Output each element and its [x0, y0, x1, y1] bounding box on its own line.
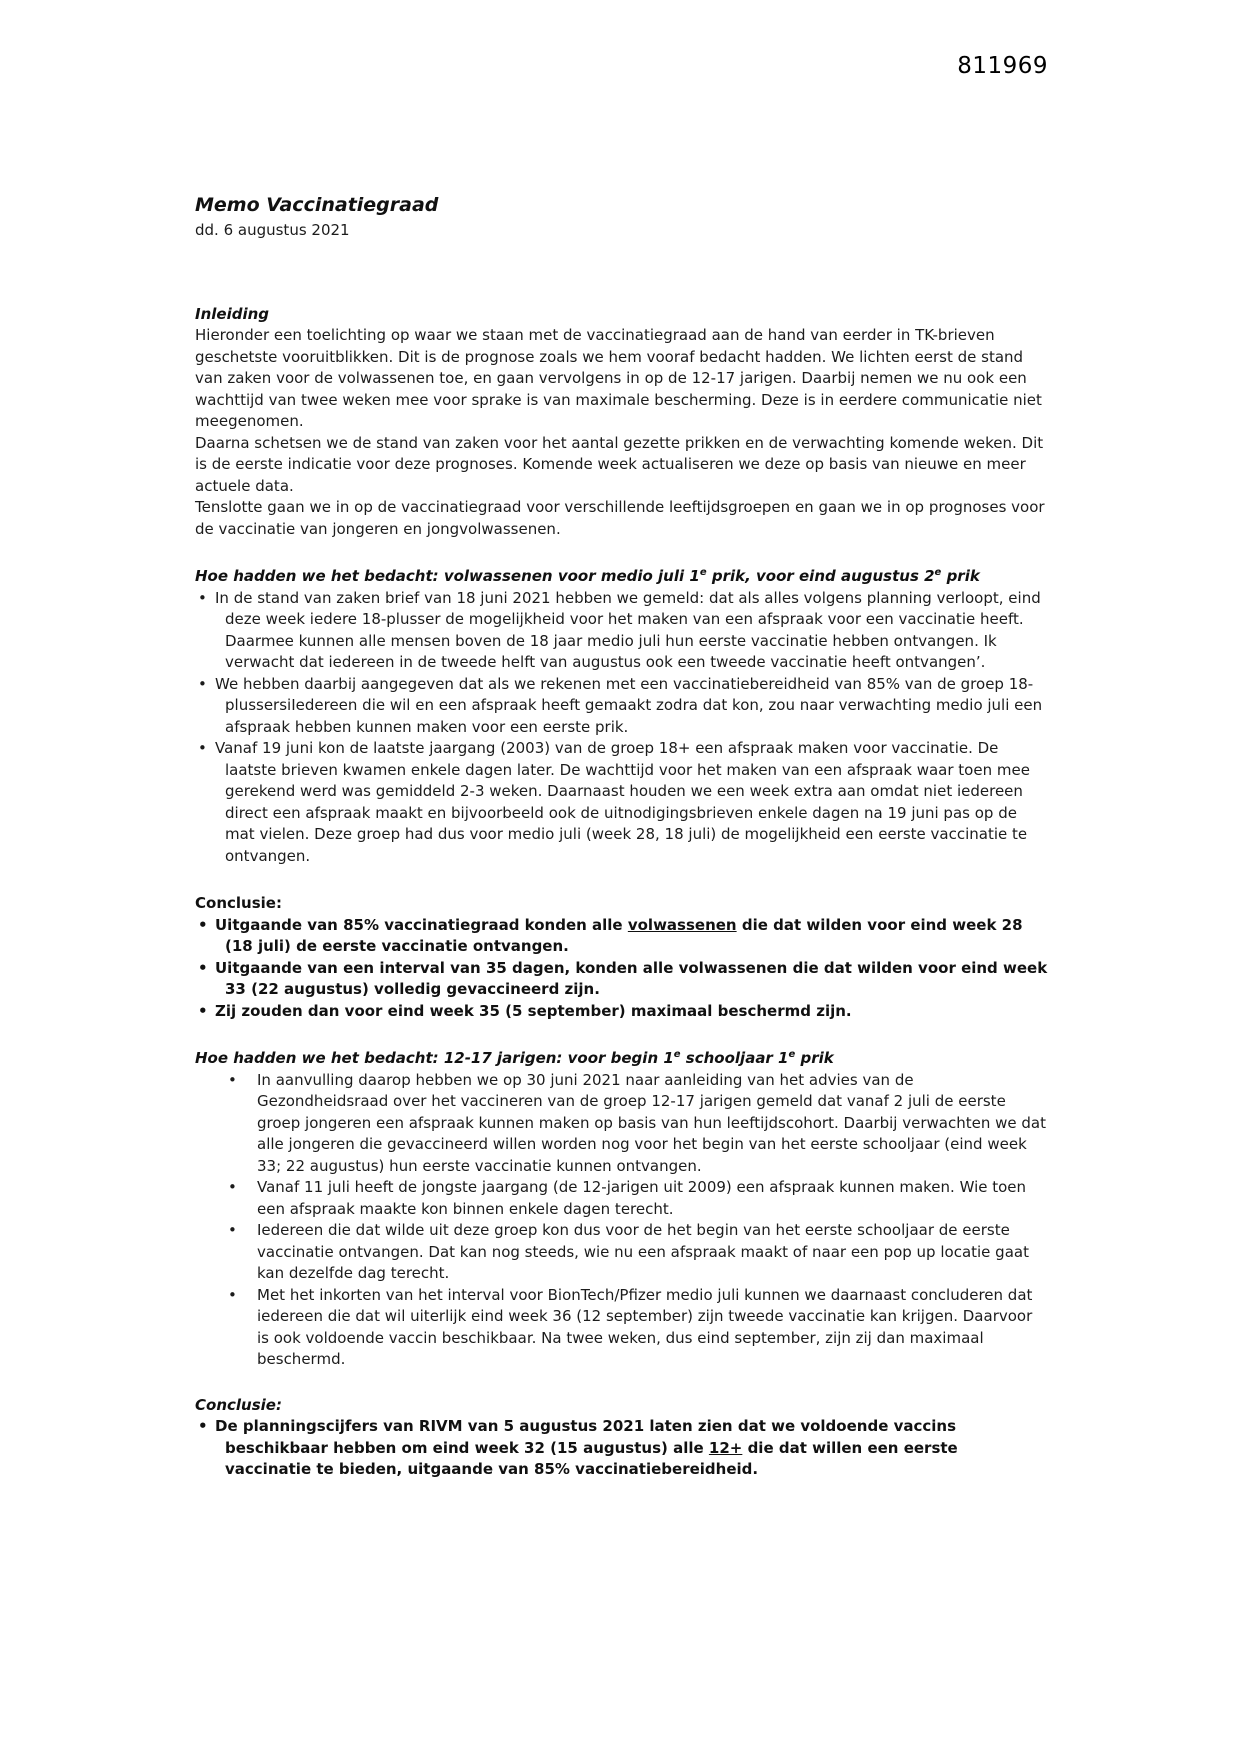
memo-body: [195, 304, 1048, 1481]
superscript-e: e: [934, 567, 942, 578]
conclusion-bullet-item: [195, 1416, 1048, 1481]
section-heading-inleiding: Inleiding: [195, 304, 270, 323]
bullet-item: • In de stand van zaken brief van 18 juni 2021 hebben we gemeld: dat als alles volgens planning verloopt, eind deze week iedere 18-plusser de mogelijkheid voor het maken van een afspraak voor een vaccinatie heeft. Daarmee kunnen alle mensen boven de 18 jaar medio juli hun eerste vaccinatie hebben ontvangen. Ik verwacht dat iedereen in de tweede helft van augustus ook een tweede vaccinatie heeft ontvangen’.: [195, 588, 1048, 674]
underlined-text: 12+: [708, 1438, 743, 1457]
bullet-item: • We hebben daarbij aangegeven dat als we rekenen met een vaccinatiebereidheid van 85% van de groep 18-plussersiIedereen die wil en een afspraak heeft gemaakt zodra dat kon, zou naar verwachting medio juli een afspraak hebben kunnen maken voor een eerste prik.: [195, 674, 1048, 739]
bullet-text: Uitgaande van 85% vaccinatiegraad konden alle: [215, 915, 628, 934]
bullet-item: • Vanaf 19 juni kon de laatste jaargang (2003) van de groep 18+ een afspraak maken voor vaccinatie. De laatste brieven kwamen enkele dagen later. De wachttijd voor het maken van een afspraak waar toen mee gerekend werd was gemiddeld 2-3 weken. Daarnaast houden we een week extra aan omdat niet iedereen direct een afspraak maakt en bijvoorbeeld ook de uitnodigingsbrieven enkele dagen na 19 juni pas op de mat vielen. Deze groep had dus voor medio juli (week 28, 18 juli) de mogelijkheid een eerste vaccinatie te ontvangen.: [195, 738, 1048, 867]
heading-text: Hoe hadden we het bedacht: volwassenen voor medio juli 1: [195, 567, 700, 585]
superscript-e: e: [788, 1049, 796, 1060]
superscript-e: e: [699, 567, 707, 578]
bullet-item: • Met het inkorten van het interval voor BionTech/Pfizer medio juli kunnen we daarnaast concluderen dat iedereen die dat wil uiterlijk eind week 36 (12 september) zijn tweede vaccinatie kan krijgen. Daarvoor is ook voldoende vaccin beschikbaar. Na twee weken, dus eind september, zijn zij dan maximaal beschermd.: [195, 1285, 1048, 1371]
bullet-text: De planningscijfers van RIVM van 5 augustus 2021 laten zien dat we voldoende vaccins beschikbaar hebben om eind week 32 (15 augustus) alle: [215, 1417, 957, 1457]
section-heading-youth: [195, 1048, 1048, 1070]
youth-bullet-list: [195, 1070, 1048, 1371]
superscript-e: e: [673, 1049, 681, 1060]
inleiding-paragraph-1: Hieronder een toelichting op waar we staan met de vaccinatiegraad aan de hand van eerder in TK-brieven geschetste vooruitblikken. Dit is de prognose zoals we hem vooraf bedacht hadden. We lichten eerst de stand van zaken voor de volwassenen toe, en gaan vervolgens in op de 12-17 jarigen. Daarbij nemen we nu ook een wachttijd van twee weken mee voor sprake is van maximale bescherming. Deze is in eerdere communicatie niet meegenomen.: [195, 326, 1042, 430]
bullet-text: die dat wilden voor eind week 28 (18 juli) de eerste vaccinatie ontvangen.: [225, 915, 1023, 955]
adults-bullet-list: [195, 588, 1048, 868]
conclusion-bullet-item: • Zij zouden dan voor eind week 35 (5 september) maximaal beschermd zijn.: [195, 1001, 1048, 1023]
bullet-item: • In aanvulling daarop hebben we op 30 juni 2021 naar aanleiding van het advies van de Gezondheidsraad over het vaccineren van de groep 12-17 jarigen gemeld dat vanaf 2 juli de eerste groep jongeren een afspraak kunnen maken op basis van hun leeftijdscohort. Daarbij verwachten we dat alle jongeren die gevaccineerd willen worden nog voor het begin van het eerste schooljaar (eind week 33; 22 augustus) hun eerste vaccinatie kunnen ontvangen.: [195, 1070, 1048, 1178]
heading-text: prik, voor eind augustus 2: [706, 567, 935, 585]
conclusion-heading-adults: Conclusie:: [195, 894, 282, 912]
memo-title: Memo Vaccinatiegraad: [195, 194, 439, 216]
memo-date: dd. 6 augustus 2021: [195, 221, 350, 239]
doc-number: 811969: [957, 53, 1048, 79]
underlined-text: volwassenen: [627, 915, 737, 934]
inleiding-paragraph-2: Daarna schetsen we de stand van zaken voor het aantal gezette prikken en de verwachting komende weken. Dit is de eerste indicatie voor deze prognoses. Komende week actualiseren we deze op basis van nieuwe en meer actuele data.: [195, 433, 1044, 495]
youth-conclusion-list: [195, 1416, 1048, 1481]
bullet-item: • Vanaf 11 juli heeft de jongste jaargang (de 12-jarigen uit 2009) een afspraak kunnen maken. Wie toen een afspraak maakte kon binnen enkele dagen terecht.: [195, 1177, 1048, 1220]
conclusion-bullet-item: [195, 915, 1048, 958]
conclusion-bullet-item: • Uitgaande van een interval van 35 dagen, konden alle volwassenen die dat wilden voor eind week 33 (22 augustus) volledig gevaccineerd zijn.: [195, 958, 1048, 1001]
section-heading-adults: [195, 566, 1048, 588]
inleiding-paragraph-3: Tenslotte gaan we in op de vaccinatiegraad voor verschillende leeftijdsgroepen en gaan we in op prognoses voor de vaccinatie van jongeren en jongvolwassenen.: [195, 498, 1045, 538]
heading-text: prik: [795, 1049, 834, 1067]
heading-text: schooljaar 1: [680, 1049, 789, 1067]
heading-text: prik: [941, 567, 980, 585]
conclusion-heading-youth: Conclusie:: [195, 1395, 282, 1414]
adults-conclusion-list: [195, 915, 1048, 1023]
bullet-item: • Iedereen die dat wilde uit deze groep kon dus voor de het begin van het eerste schooljaar de eerste vaccinatie ontvangen. Dat kan nog steeds, wie nu een afspraak maakt of naar een pop up locatie gaat kan dezelfde dag terecht.: [195, 1220, 1048, 1285]
heading-text: Hoe hadden we het bedacht: 12-17 jarigen: voor begin 1: [195, 1049, 674, 1067]
bullet-text: die dat willen een eerste vaccinatie te bieden, uitgaande van 85% vaccinatiebereidheid.: [225, 1438, 958, 1478]
